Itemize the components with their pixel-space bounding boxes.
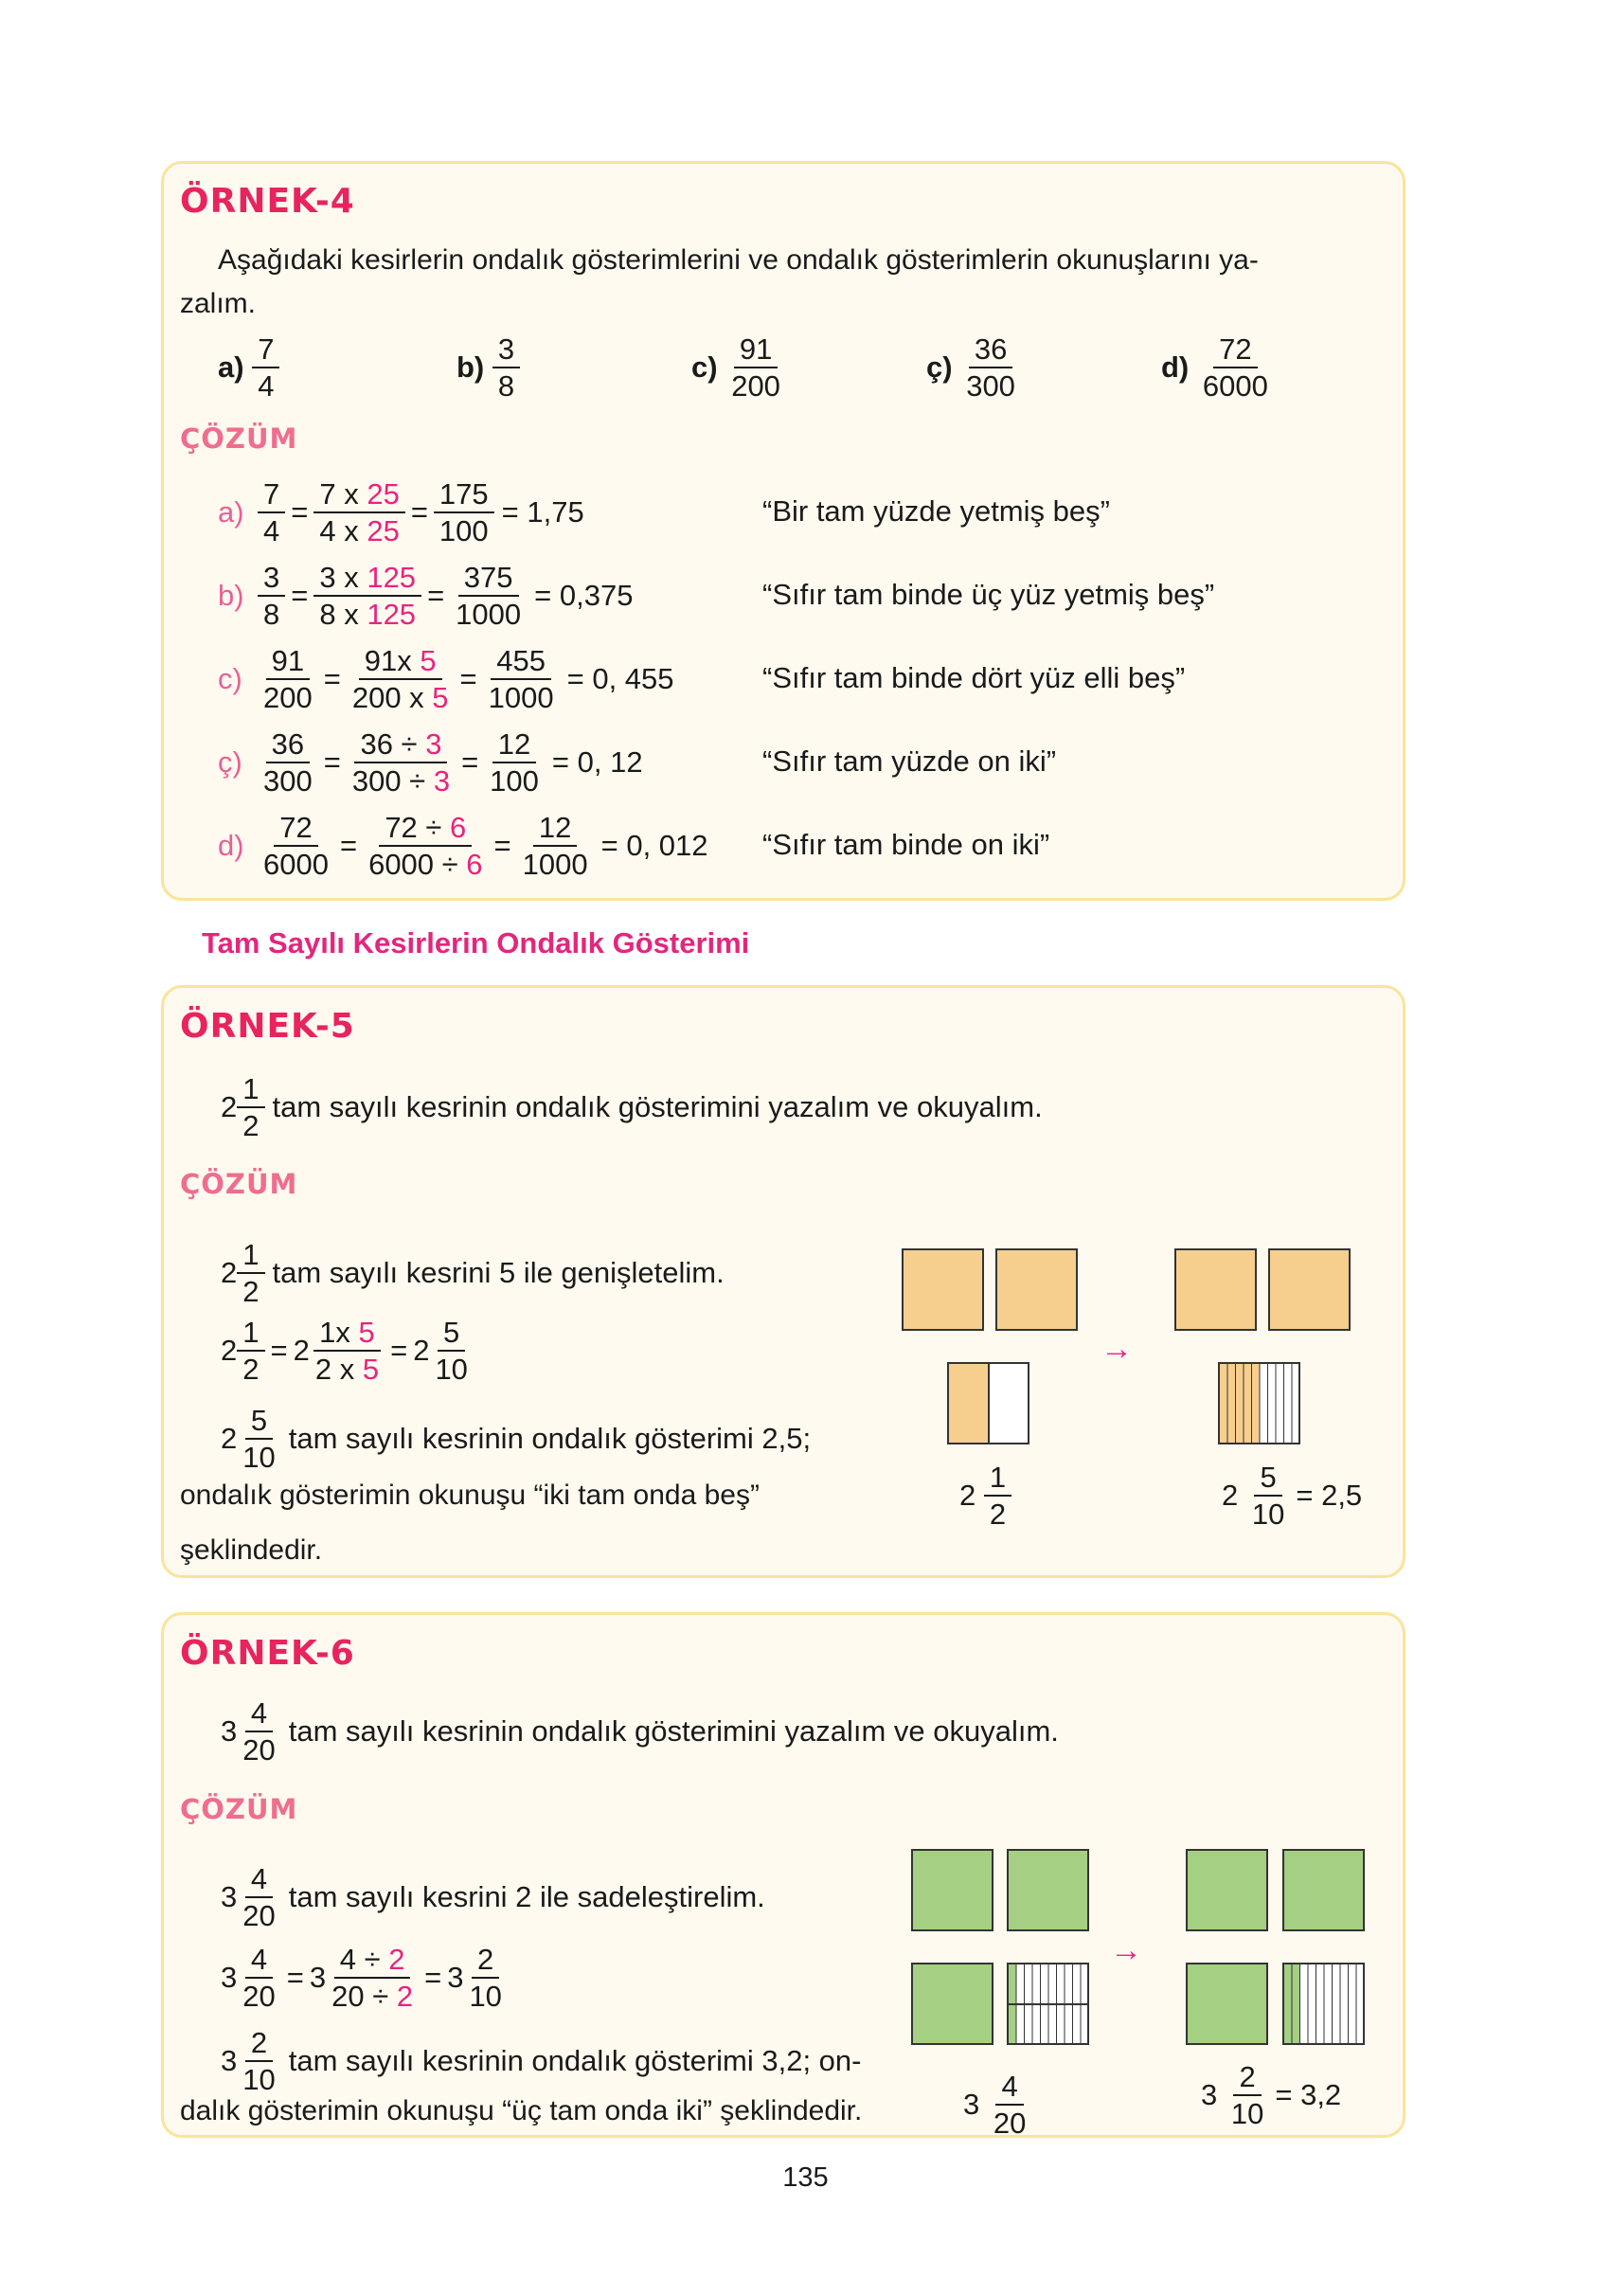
question-d: d) $\frac{72}{6000}$	[1161, 333, 1274, 402]
figure-left-label: 2 $\frac{1}{2}$	[959, 1462, 1011, 1530]
example-5-result-line2: ondalık gösterimin okunuşu “iki tam onda beş”	[180, 1480, 760, 1511]
fraction: $\frac{91}{200}$	[731, 332, 780, 403]
whole-square	[1186, 1963, 1268, 2045]
whole-square	[911, 1963, 993, 2045]
example-6-step1: 3 $\frac{4}{20}$ tam sayılı kesrini 2 ile sadeleştirelim.	[221, 1862, 765, 1932]
question-c: c) $\frac{91}{200}$	[691, 333, 786, 402]
example-5-title: ÖRNEK-5	[180, 1007, 355, 1046]
tenths-square	[1282, 1963, 1365, 2045]
example-4-prompt	[180, 239, 1392, 326]
question-b: b) $\frac{3}{8}$	[456, 333, 520, 402]
decimal-result: = 1,75	[501, 495, 584, 529]
question-c-cedilla: ç) $\frac{36}{300}$	[926, 333, 1021, 402]
whole-square	[1007, 1849, 1089, 1931]
solution-row-d: d) $\frac{72}{6000}$ = $\frac{72 \div 6}{6000 \div 6}$ = $\frac{12}{1000}$ = 0, 012	[218, 811, 708, 881]
decimal-result: = 0, 012	[600, 829, 708, 862]
solution-row-c-cedilla: ç) $\frac{36}{300}$ = $\frac{36 \div 3}{300 \div 3}$ = $\frac{12}{100}$ = 0, 12	[218, 727, 643, 798]
arrow-icon: →	[1101, 1331, 1133, 1367]
fraction: $\frac{3}{8}$	[492, 333, 520, 402]
example-5-step1: 2 $\frac{1}{2}$ tam sayılı kesrini 5 ile genişletelim.	[221, 1238, 725, 1308]
figure-right-label: 3 $\frac{2}{10}$ = 3,2	[1201, 2060, 1342, 2130]
arrow-icon: →	[1110, 1932, 1142, 1968]
reading-d: “Sıfır tam binde on iki”	[762, 828, 1050, 861]
decimal-result: = 0,375	[534, 579, 634, 612]
whole-square	[1186, 1849, 1268, 1931]
figure-left-label: 3 $\frac{4}{20}$	[963, 2070, 1027, 2140]
example-6-title: ÖRNEK-6	[180, 1634, 355, 1673]
example-5-result: 2 $\frac{5}{10}$ tam sayılı kesrinin ondalık gösterimi 2,5;	[221, 1404, 812, 1474]
example-4-solution-label: ÇÖZÜM	[180, 422, 298, 455]
example-5-equation: 2 $\frac{1}{2}$ = 2 $\frac{1x 5}{2 x 5}$ = 2 $\frac{5}{10}$	[221, 1316, 468, 1386]
tenths-square	[1218, 1362, 1300, 1444]
example-4-prompt-line1: Aşağıdaki kesirlerin ondalık gösterimlerini ve ondalık gösterimlerin okunuşlarını ya-	[218, 244, 1259, 276]
solution-row-c: c) $\frac{91}{200}$ = $\frac{91x 5}{200 x 5}$ = $\frac{455}{1000}$ = 0, 455	[218, 644, 674, 714]
page-number: 135	[782, 2162, 829, 2193]
example-4-title: ÖRNEK-4	[180, 182, 355, 221]
example-4-prompt-line2: zalım.	[180, 288, 257, 319]
example-6-result-line2: dalık gösterimin okunuşu “üç tam onda iki” şeklindedir.	[180, 2095, 863, 2126]
decimal-result: = 0, 12	[551, 745, 643, 779]
fraction: $\frac{36}{300}$	[966, 332, 1015, 403]
question-a: a) $\frac{7}{4}$	[218, 333, 279, 402]
whole-square	[1174, 1248, 1257, 1331]
fraction: $\frac{7}{4}$	[252, 333, 279, 402]
solution-row-b: b) $\frac{3}{8}$ = $\frac{3 x 125}{8 x 125}$ = $\frac{375}{1000}$ = 0,375	[218, 561, 634, 631]
solution-row-a: a) $\frac{7}{4}$ = $\frac{7 x 25}{4 x 25}$ = $\frac{175}{100}$ = 1,75	[218, 477, 584, 547]
whole-square	[1268, 1248, 1351, 1331]
example-6-prompt: 3 $\frac{4}{20}$ tam sayılı kesrinin ondalık gösterimini yazalım ve okuyalım.	[221, 1696, 1059, 1767]
reading-b: “Sıfır tam binde üç yüz yetmiş beş”	[762, 578, 1215, 611]
example-5-solution-label: ÇÖZÜM	[180, 1168, 298, 1200]
example-6-solution-label: ÇÖZÜM	[180, 1793, 298, 1825]
whole-square	[911, 1849, 993, 1931]
fraction: $\frac{72}{6000}$	[1202, 332, 1268, 403]
example-5-result-line3: şeklindedir.	[180, 1534, 323, 1566]
example-6-equation: 3 $\frac{4}{20}$ = 3 $\frac{4 \div 2}{20 \div 2}$ = 3 $\frac{2}{10}$	[221, 1943, 502, 2013]
whole-square	[902, 1248, 984, 1331]
decimal-result: = 0, 455	[566, 662, 674, 695]
example-6-result: 3 $\frac{2}{10}$ tam sayılı kesrinin ondalık gösterimi 3,2; on-	[221, 2026, 862, 2096]
figure-right-label: 2 $\frac{5}{10}$ = 2,5	[1222, 1461, 1363, 1531]
example-5-prompt: 2 $\frac{1}{2}$ tam sayılı kesrinin ondalık gösterimini yazalım ve okuyalım.	[221, 1072, 1043, 1142]
half-square	[947, 1362, 1029, 1444]
reading-c-cedilla: “Sıfır tam yüzde on iki”	[762, 744, 1057, 778]
twentieths-square	[1007, 1963, 1089, 2045]
reading-c: “Sıfır tam binde dört yüz elli beş”	[762, 661, 1186, 694]
reading-a: “Bir tam yüzde yetmiş beş”	[762, 494, 1110, 528]
section-heading: Tam Sayılı Kesirlerin Ondalık Gösterimi	[202, 926, 750, 960]
whole-square	[1282, 1849, 1365, 1931]
whole-square	[995, 1248, 1078, 1331]
